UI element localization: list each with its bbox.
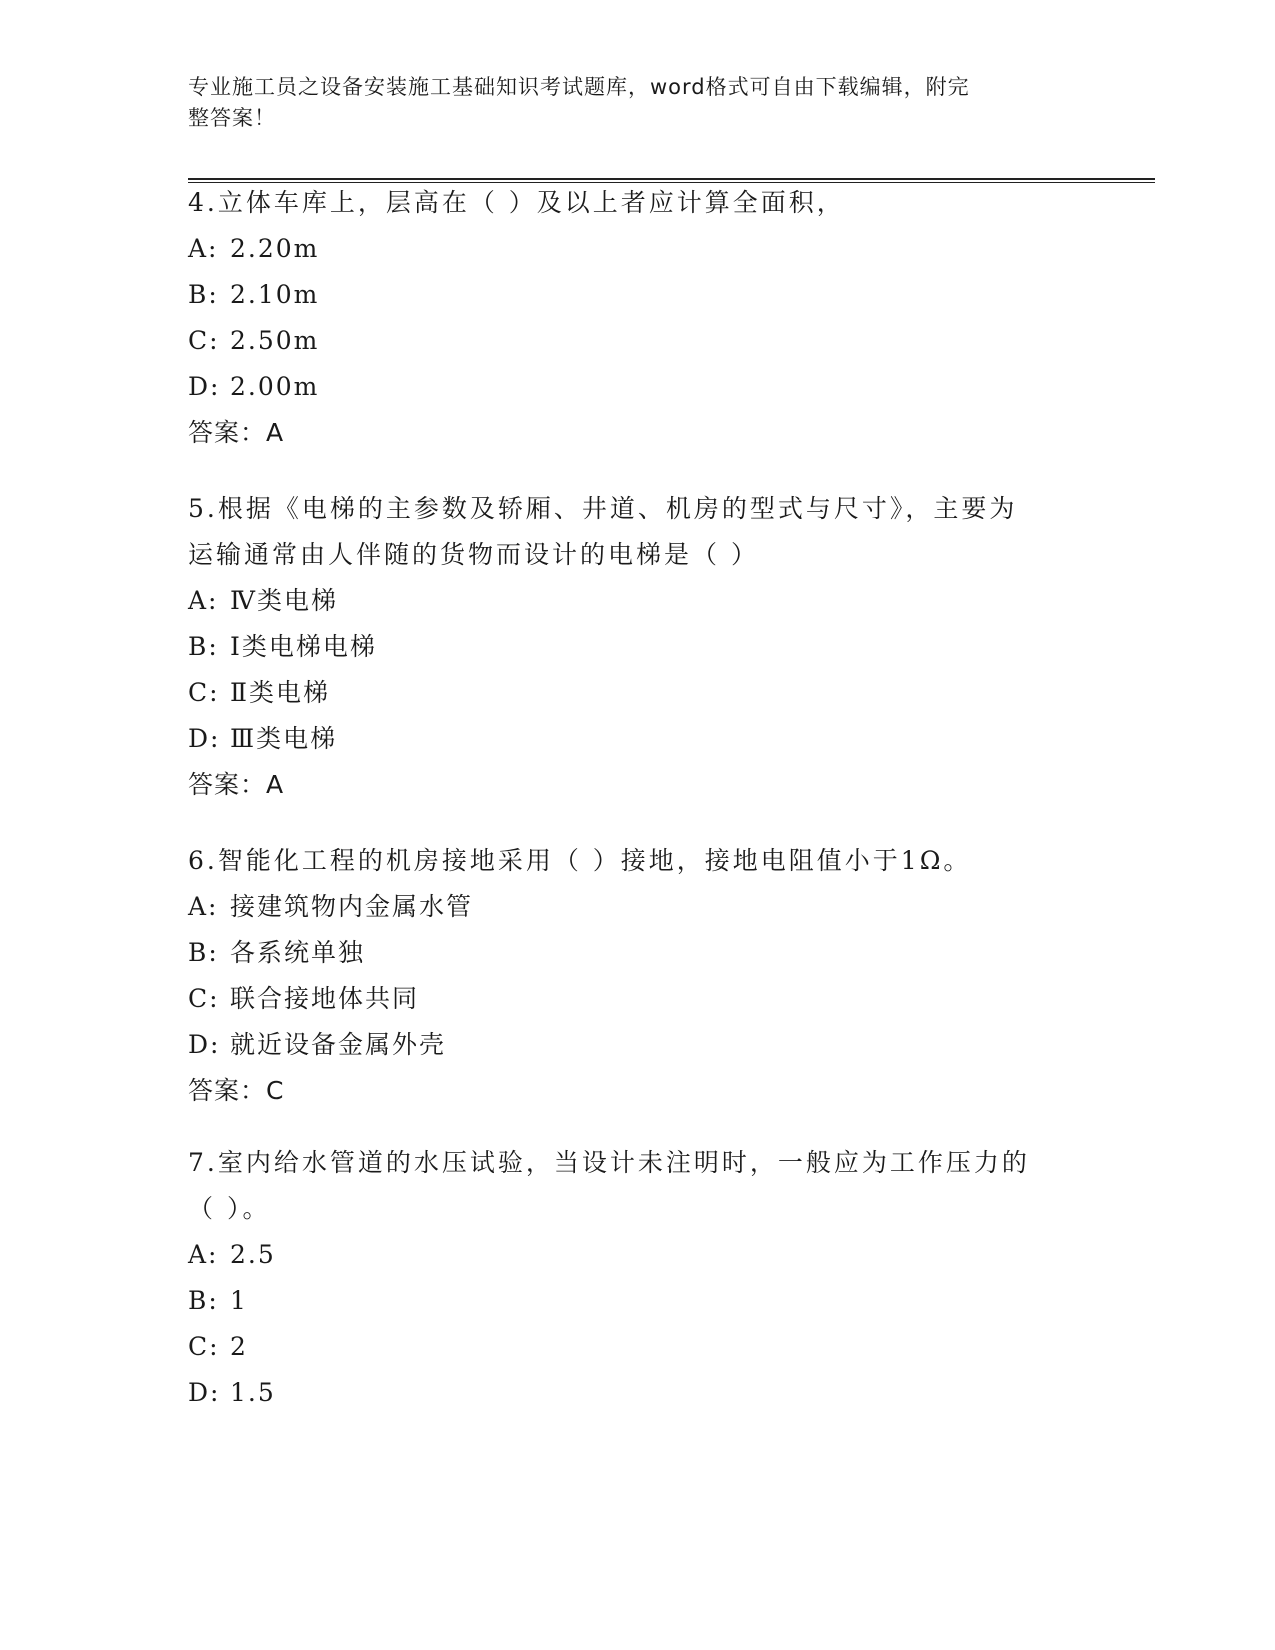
option-c (188, 976, 1068, 1022)
option-label: D: (188, 1030, 221, 1059)
option-label: C: (188, 984, 220, 1013)
answer: 答案：A (188, 418, 285, 447)
option-c (188, 318, 1068, 364)
option-c (188, 1324, 1068, 1370)
answer: 答案：A (188, 770, 285, 799)
option-label: A: (188, 234, 219, 263)
header-line-2: 整答案！ (188, 106, 276, 130)
option-text: Ⅱ类电梯 (230, 678, 330, 707)
question-5 (188, 486, 1068, 808)
option-text: 2.50m (230, 326, 320, 355)
option-label: C: (188, 326, 220, 355)
question-stem-line-2: （ ）。 (188, 1194, 271, 1223)
option-text: Ⅲ类电梯 (230, 724, 338, 753)
option-b (188, 930, 1068, 976)
option-b (188, 272, 1068, 318)
option-text: 2.5 (230, 1240, 276, 1269)
option-d (188, 364, 1068, 410)
option-text: 1.5 (230, 1378, 276, 1407)
option-label: B: (188, 1286, 219, 1315)
question-7 (188, 1140, 1068, 1416)
option-b (188, 1278, 1068, 1324)
option-label: A: (188, 1240, 219, 1269)
option-a (188, 578, 1068, 624)
option-label: D: (188, 724, 221, 753)
option-label: A: (188, 892, 219, 921)
option-text: 2 (230, 1332, 248, 1361)
option-text: 2.20m (230, 234, 320, 263)
option-label: C: (188, 678, 220, 707)
option-c (188, 670, 1068, 716)
option-text: 2.00m (230, 372, 320, 401)
option-label: D: (188, 372, 221, 401)
option-b (188, 624, 1068, 670)
option-text: 联合接地体共同 (230, 984, 420, 1013)
option-a (188, 884, 1068, 930)
header-line-1: 专业施工员之设备安装施工基础知识考试题库，word格式可自由下载编辑，附完 (188, 75, 970, 99)
option-text: 1 (230, 1286, 248, 1315)
question-stem: 6.智能化工程的机房接地采用（ ）接地，接地电阻值小于1Ω。 (188, 846, 972, 875)
option-text: 接建筑物内金属水管 (230, 892, 474, 921)
option-text: Ⅰ类电梯电梯 (230, 632, 377, 661)
option-d (188, 716, 1068, 762)
option-label: D: (188, 1378, 221, 1407)
question-stem: 4.立体车库上，层高在（ ）及以上者应计算全面积， (188, 188, 845, 217)
option-label: B: (188, 280, 219, 309)
option-label: C: (188, 1332, 220, 1361)
option-d (188, 1370, 1068, 1416)
option-a (188, 1232, 1068, 1278)
question-stem-line-1: 5.根据《电梯的主参数及轿厢、井道、机房的型式与尺寸》，主要为 (188, 494, 1018, 523)
question-stem-line-2: 运输通常由人伴随的货物而设计的电梯是（ ） (188, 540, 759, 569)
option-label: A: (188, 586, 219, 615)
option-d (188, 1022, 1068, 1068)
option-text: 2.10m (230, 280, 320, 309)
question-stem-line-1: 7.室内给水管道的水压试验，当设计未注明时，一般应为工作压力的 (188, 1148, 1030, 1177)
option-text: 就近设备金属外壳 (230, 1030, 447, 1059)
option-label: B: (188, 938, 219, 967)
option-text: 各系统单独 (230, 938, 366, 967)
option-a (188, 226, 1068, 272)
option-label: B: (188, 632, 219, 661)
answer: 答案：C (188, 1076, 285, 1105)
question-4 (188, 180, 1068, 456)
document-header (188, 72, 1068, 134)
question-6 (188, 838, 1068, 1114)
option-text: Ⅳ类电梯 (230, 586, 338, 615)
